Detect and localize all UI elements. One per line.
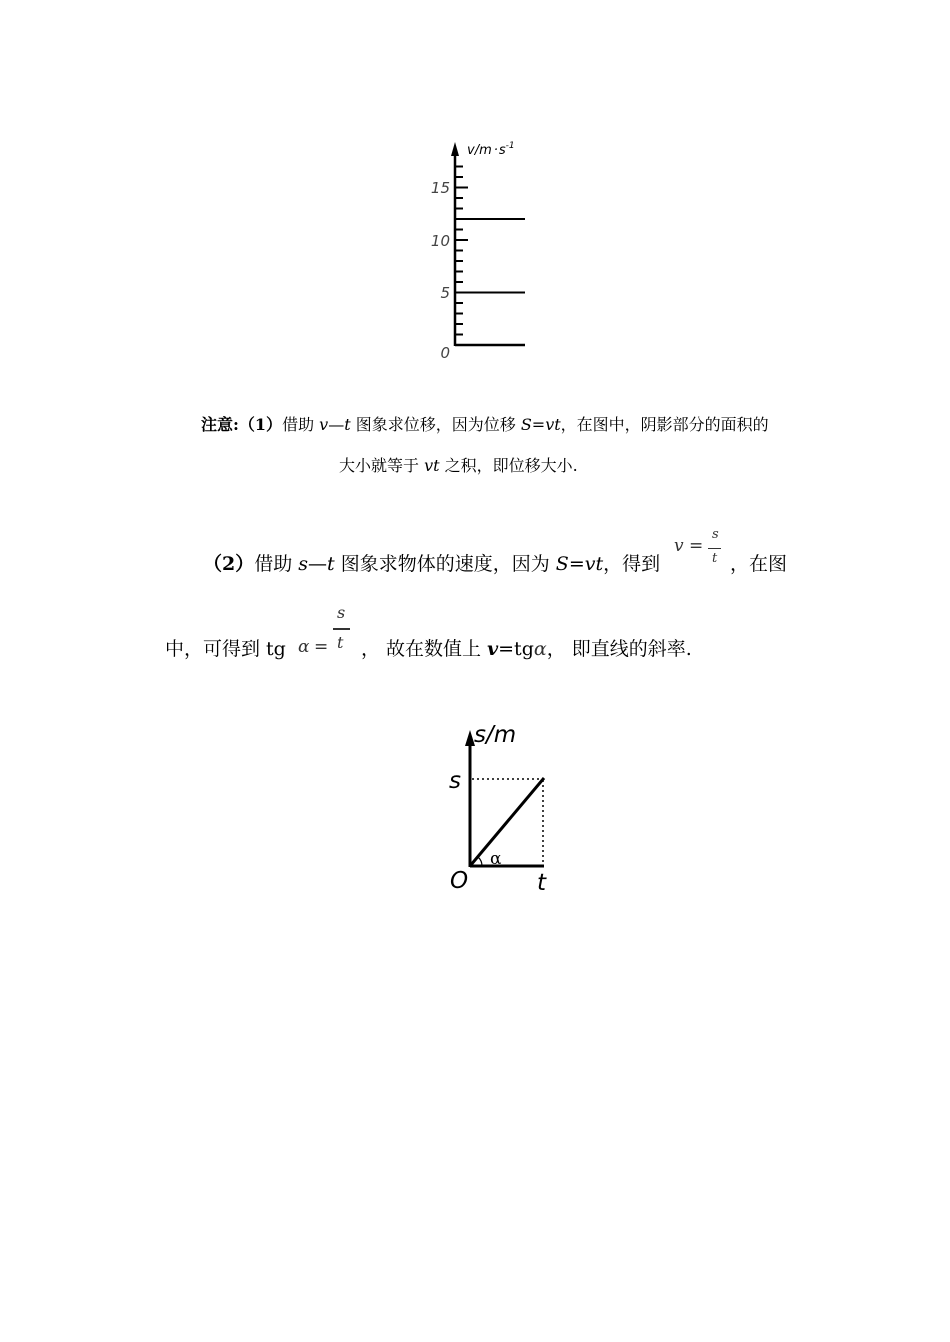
alpha-symbol-1: α [298,637,310,657]
vt-tick-15: 15 [430,179,450,197]
formula2-eq: = [314,637,329,657]
note-text-2: 图象求位移，因为位移 [350,415,521,434]
para2-line-2a [165,636,286,662]
vt-tick-0: 0 [440,344,450,362]
para2-line2-b: ， 故在数值上 [361,638,488,660]
note-t: t [344,415,351,434]
note-text-1: 借助 [282,415,320,434]
note-dash: — [328,415,345,434]
para2-vt: vt [584,553,604,575]
formula-bar [708,548,721,549]
st-s-label: s [449,768,461,794]
para2-line-1 [203,551,660,577]
vt-tick-10: 10 [430,232,450,250]
note-v: v [319,415,329,434]
formula-den: t [712,551,718,566]
formula2-num: s [337,603,346,622]
st-graph [440,718,560,898]
note-line2-a: 大小就等于 [339,456,425,475]
formula2-den: t [337,633,344,652]
note-num: （1） [238,415,283,434]
formula2-bar [333,628,350,630]
vt-y-label: $v/m \cdot s^{-1}$ [467,141,515,158]
vt-y-arrow-icon [451,142,459,156]
para2-num: （2） [203,553,255,575]
para2-t: t [327,553,335,575]
note-line-1 [201,414,769,436]
note-line2-b: 之积，即位移大小. [439,456,578,475]
note-line-2 [339,455,578,477]
para2-text-2: 图象求物体的速度，因为 [334,553,556,575]
formula-lhs: v = [674,536,704,556]
note-S: S [520,415,532,434]
note-text-3: ，在图中，阴影部分的面积的 [560,415,769,434]
para2-v-bold: v [487,638,499,660]
note-label: 注意 [201,415,234,434]
st-origin-label: O [450,868,469,894]
alpha-symbol-2: α [533,638,547,660]
note-vt: vt [545,415,561,434]
note-eq: = [531,415,546,434]
formula-tg-alpha [298,603,358,663]
para2-text-1: 借助 [254,553,299,575]
para2-line-2b [361,636,692,662]
para2-line2-d: ， 即直线的斜率. [546,638,692,660]
para2-S: S [555,553,569,575]
vt-graph [420,135,550,370]
para2-s: s [298,553,309,575]
note-colon: : [233,415,239,434]
st-t-label: t [537,870,547,896]
para2-line2-c: =tg [498,638,534,660]
formula-num: s [712,527,719,542]
st-y-label: s/m [474,722,517,748]
st-line [470,778,544,866]
note-line2-vt: vt [424,456,440,475]
para2-text-3: ，得到 [603,553,661,575]
formula-v-s-over-t [672,528,728,572]
para2-line2-a: 中，可得到 tg [165,638,286,660]
para2-dash: — [308,553,328,575]
vt-tick-5: 5 [440,284,450,302]
para2-text-4: ，在图 [730,553,788,575]
para2-line-1-end [730,551,787,577]
st-angle-label: α [490,849,502,869]
para2-eq: = [568,553,585,575]
